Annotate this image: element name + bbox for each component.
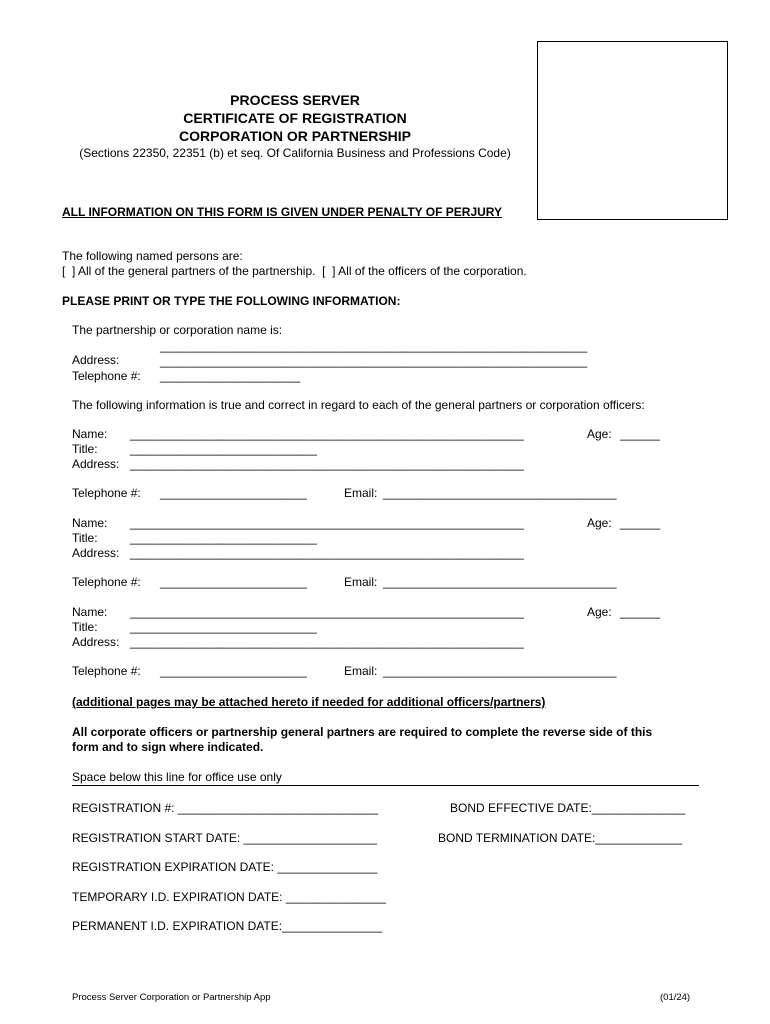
office-use-divider bbox=[72, 785, 699, 786]
office-use-label: Space below this line for office use only bbox=[72, 770, 282, 784]
perjury-notice: ALL INFORMATION ON THIS FORM IS GIVEN UNDER PENALTY OF PERJURY bbox=[62, 205, 503, 219]
entity-name-label: The partnership or corporation name is: bbox=[72, 323, 283, 337]
registration-expiration-date-field[interactable]: REGISTRATION EXPIRATION DATE: _______________ bbox=[72, 860, 378, 874]
person-3-title-label: Title: bbox=[72, 620, 98, 634]
person-1-name-label: Name: bbox=[72, 427, 108, 441]
permanent-id-expiration-date-field[interactable]: PERMANENT I.D. EXPIRATION DATE:_______________ bbox=[72, 919, 383, 933]
person-2-title-label: Title: bbox=[72, 531, 98, 545]
person-1-age-label: Age: bbox=[587, 427, 612, 441]
person-3-name-label: Name: bbox=[72, 605, 108, 619]
person-2-age-field[interactable]: ______ bbox=[620, 516, 661, 530]
person-3-name-field[interactable]: ___________________________________________________________ bbox=[130, 605, 524, 619]
officers-intro: The following information is true and correct in regard to each of the general partners or corporation officers: bbox=[72, 398, 645, 412]
person-3-email-field[interactable]: ___________________________________ bbox=[383, 664, 617, 678]
person-1-title-label: Title: bbox=[72, 442, 98, 456]
entity-telephone-field[interactable]: _____________________ bbox=[160, 369, 301, 383]
registration-number-field[interactable]: REGISTRATION #: ______________________________ bbox=[72, 801, 379, 815]
title-line-3: CORPORATION OR PARTNERSHIP bbox=[178, 128, 412, 144]
person-2-email-label: Email: bbox=[344, 575, 378, 589]
person-3-age-label: Age: bbox=[587, 605, 612, 619]
person-1-address-label: Address: bbox=[72, 457, 120, 471]
person-2-telephone-field[interactable]: ______________________ bbox=[160, 575, 307, 589]
person-1-name-field[interactable]: ___________________________________________________________ bbox=[130, 427, 524, 441]
person-1-address-field[interactable]: ___________________________________________________________ bbox=[130, 457, 524, 471]
person-1-title-field[interactable]: ____________________________ bbox=[130, 442, 317, 456]
entity-telephone-label: Telephone #: bbox=[72, 369, 141, 383]
person-3-address-label: Address: bbox=[72, 635, 120, 649]
person-3-title-field[interactable]: ____________________________ bbox=[130, 620, 317, 634]
footer-revision-date: (01/24) bbox=[660, 992, 691, 1003]
person-1-telephone-label: Telephone #: bbox=[72, 486, 141, 500]
person-1-email-label: Email: bbox=[344, 486, 378, 500]
additional-pages-note: (additional pages may be attached hereto if needed for additional officers/partners) bbox=[72, 695, 546, 709]
subtitle: (Sections 22350, 22351 (b) et seq. Of California Business and Professions Code) bbox=[79, 146, 511, 160]
person-2-name-field[interactable]: ___________________________________________________________ bbox=[130, 516, 524, 530]
person-2-email-field[interactable]: ___________________________________ bbox=[383, 575, 617, 589]
person-3-telephone-label: Telephone #: bbox=[72, 664, 141, 678]
person-1-telephone-field[interactable]: ______________________ bbox=[160, 486, 307, 500]
entity-address-label: Address: bbox=[72, 353, 120, 367]
person-2-address-label: Address: bbox=[72, 546, 120, 560]
person-2-name-label: Name: bbox=[72, 516, 108, 530]
footer-form-name: Process Server Corporation or Partnership App bbox=[72, 992, 271, 1003]
bond-effective-date-field[interactable]: BOND EFFECTIVE DATE:______________ bbox=[450, 801, 686, 815]
person-1-age-field[interactable]: ______ bbox=[620, 427, 661, 441]
person-3-telephone-field[interactable]: ______________________ bbox=[160, 664, 307, 678]
print-notice: PLEASE PRINT OR TYPE THE FOLLOWING INFORMATION: bbox=[62, 294, 401, 308]
person-3-email-label: Email: bbox=[344, 664, 378, 678]
person-3-age-field[interactable]: ______ bbox=[620, 605, 661, 619]
person-1-email-field[interactable]: ___________________________________ bbox=[383, 486, 617, 500]
person-2-age-label: Age: bbox=[587, 516, 612, 530]
intro-line-1: The following named persons are: bbox=[62, 249, 243, 263]
person-2-telephone-label: Telephone #: bbox=[72, 575, 141, 589]
title-line-2: CERTIFICATE OF REGISTRATION bbox=[183, 110, 407, 126]
person-3-address-field[interactable]: ___________________________________________________________ bbox=[130, 635, 524, 649]
temporary-id-expiration-date-field[interactable]: TEMPORARY I.D. EXPIRATION DATE: _______________ bbox=[72, 890, 386, 904]
reverse-side-note-line-1: All corporate officers or partnership general partners are required to complete the reverse side of this bbox=[72, 725, 653, 739]
entity-address-field[interactable]: ________________________________________________________________ bbox=[160, 354, 588, 368]
registration-start-date-field[interactable]: REGISTRATION START DATE: ____________________ bbox=[72, 831, 378, 845]
person-2-title-field[interactable]: ____________________________ bbox=[130, 531, 317, 545]
title-line-1: PROCESS SERVER bbox=[230, 92, 360, 108]
intro-line-2: [ ] All of the general partners of the partnership. [ ] All of the officers of the corporation. bbox=[62, 264, 527, 278]
reverse-side-note-line-2: form and to sign where indicated. bbox=[72, 740, 264, 754]
entity-name-field[interactable]: ________________________________________________________________ bbox=[160, 339, 588, 353]
person-2-address-field[interactable]: ___________________________________________________________ bbox=[130, 546, 524, 560]
bond-termination-date-field[interactable]: BOND TERMINATION DATE:_____________ bbox=[438, 831, 683, 845]
